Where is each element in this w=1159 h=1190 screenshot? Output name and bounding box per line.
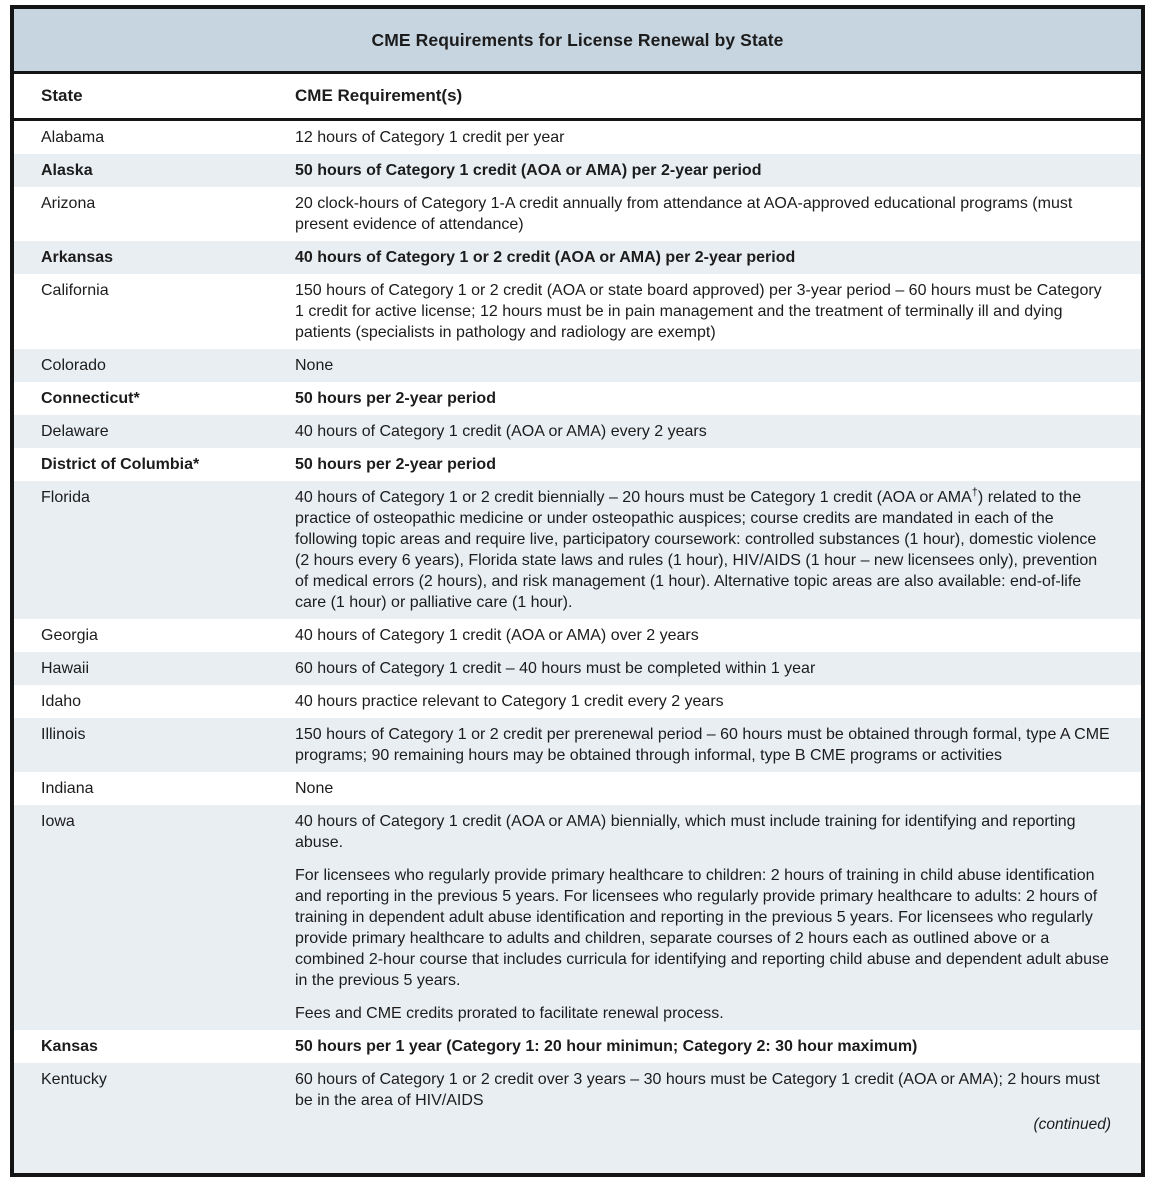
requirement-cell — [295, 487, 1141, 613]
requirement-paragraph: 50 hours per 2-year period — [295, 390, 496, 407]
state-cell: District of Columbia* — [41, 456, 200, 473]
state-cell: Delaware — [41, 423, 109, 440]
requirement-paragraph: 150 hours of Category 1 or 2 credit (AOA or state board approved) per 3-year period – 60 hours must be Category 1 credit for active license; 12 hours must be in pain management and the treatment of terminally ill and dying patients (specialists in pathology and radiology are exempt) — [295, 282, 1102, 341]
requirement-paragraph: 60 hours of Category 1 or 2 credit over 3 years – 30 hours must be Category 1 credit (AOA or AMA); 2 hours must be in the area of HIV/AIDS — [295, 1071, 1100, 1109]
state-cell: Iowa — [41, 813, 75, 830]
table-row — [14, 1063, 1141, 1173]
column-header-requirement: CME Requirement(s) — [295, 86, 463, 105]
state-cell: Georgia — [41, 627, 98, 644]
requirement-cell — [295, 160, 1141, 181]
requirement-cell — [295, 421, 1141, 442]
state-cell: Connecticut* — [41, 390, 140, 407]
table-row — [14, 652, 1141, 685]
table-row — [14, 481, 1141, 619]
table-row — [14, 121, 1141, 154]
state-cell: Colorado — [41, 357, 106, 374]
requirement-cell — [295, 1036, 1141, 1057]
state-cell: Kansas — [41, 1038, 98, 1055]
requirement-cell — [295, 247, 1141, 268]
state-cell: Illinois — [41, 726, 86, 743]
table-body — [14, 121, 1141, 1173]
requirement-cell — [295, 724, 1141, 766]
table-row — [14, 415, 1141, 448]
state-cell: Indiana — [41, 780, 94, 797]
state-cell: Arizona — [41, 195, 96, 212]
requirement-paragraph: 40 hours of Category 1 or 2 credit biennially – 20 hours must be Category 1 credit (AOA or AMA†) related to the practice of osteopathic medicine or under osteopathic auspices; course credits are mandated in each of the following topic areas and require live, participatory coursework: controlled substances (1 hour), domestic violence (2 hours every 6 years), Florida state laws and rules (1 hour), HIV/AIDS (1 hour – new licensees only), prevention of medical errors (2 hours), and risk management (1 hour). Alternative topic areas are also available: end-of-life care (1 hour) or palliative care (1 hour). — [295, 486, 1098, 611]
state-cell: Kentucky — [41, 1071, 107, 1088]
state-cell: Florida — [41, 489, 90, 506]
state-cell: Idaho — [41, 693, 82, 710]
requirement-cell — [295, 388, 1141, 409]
requirement-paragraph: 50 hours per 1 year (Category 1: 20 hour minimun; Category 2: 30 hour maximum) — [295, 1038, 918, 1055]
requirement-paragraph: 40 hours of Category 1 or 2 credit (AOA or AMA) per 2-year period — [295, 249, 796, 266]
table-row — [14, 619, 1141, 652]
requirement-paragraph: 60 hours of Category 1 credit – 40 hours must be completed within 1 year — [295, 660, 816, 677]
requirement-cell — [295, 625, 1141, 646]
state-cell: Arkansas — [41, 249, 114, 266]
requirement-cell — [295, 127, 1141, 148]
table-row — [14, 805, 1141, 1030]
requirement-cell — [295, 280, 1141, 343]
requirement-paragraph: 50 hours per 2-year period — [295, 456, 496, 473]
requirement-paragraph: None — [295, 780, 334, 797]
table-row — [14, 154, 1141, 187]
requirement-paragraph: 40 hours practice relevant to Category 1 credit every 2 years — [295, 693, 724, 710]
state-cell: Alabama — [41, 129, 105, 146]
table-title: CME Requirements for License Renewal by State — [14, 9, 1141, 74]
state-cell: Alaska — [41, 162, 93, 179]
table-row — [14, 274, 1141, 349]
table-row — [14, 1030, 1141, 1063]
requirement-paragraph: For licensees who regularly provide primary healthcare to children: 2 hours of training in child abuse identification and reporting in the previous 5 years. For licensees who regularly provide primary healthcare to adults: 2 hours of training in dependent adult abuse identification and reporting in the previous 5 years. For licensees who regularly provide primary healthcare to adults and children, separate courses of 2 hours each as outlined above or a combined 2-hour course that includes curricula for identifying and reporting child abuse and dependent adult abuse in the previous 5 years. — [295, 867, 1109, 989]
requirement-cell — [295, 778, 1141, 799]
table-row — [14, 718, 1141, 772]
state-cell: California — [41, 282, 109, 299]
requirement-cell — [295, 454, 1141, 475]
requirement-paragraph: 40 hours of Category 1 credit (AOA or AMA) every 2 years — [295, 423, 707, 440]
requirement-cell — [295, 658, 1141, 679]
state-cell: Hawaii — [41, 660, 90, 677]
column-header-state: State — [41, 86, 83, 105]
continued-marker: (continued) — [1033, 1116, 1111, 1133]
table-row — [14, 187, 1141, 241]
table-row — [14, 448, 1141, 481]
requirement-cell — [295, 1069, 1141, 1167]
table-row — [14, 349, 1141, 382]
requirement-cell — [295, 691, 1141, 712]
requirement-paragraph: Fees and CME credits prorated to facilitate renewal process. — [295, 1005, 724, 1022]
requirement-paragraph: 150 hours of Category 1 or 2 credit per prerenewal period – 60 hours must be obtained through formal, type A CME programs; 90 remaining hours may be obtained through informal, type B CME programs or activities — [295, 726, 1110, 764]
requirement-cell — [295, 811, 1141, 1024]
table-row — [14, 772, 1141, 805]
requirement-paragraph: 20 clock-hours of Category 1-A credit annually from attendance at AOA-approved educational programs (must present evidence of attendance) — [295, 195, 1073, 233]
table-row — [14, 241, 1141, 274]
requirement-paragraph: 40 hours of Category 1 credit (AOA or AMA) over 2 years — [295, 627, 699, 644]
table-row — [14, 382, 1141, 415]
requirement-cell — [295, 355, 1141, 376]
requirement-paragraph: 50 hours of Category 1 credit (AOA or AMA) per 2-year period — [295, 162, 762, 179]
requirement-paragraph: None — [295, 357, 334, 374]
requirement-paragraph: 40 hours of Category 1 credit (AOA or AMA) biennially, which must include training for identifying and reporting abuse. — [295, 813, 1076, 851]
table-row — [14, 685, 1141, 718]
table-header — [14, 74, 1141, 121]
requirement-cell — [295, 193, 1141, 235]
requirement-paragraph: 12 hours of Category 1 credit per year — [295, 129, 565, 146]
table-frame — [10, 5, 1145, 1177]
